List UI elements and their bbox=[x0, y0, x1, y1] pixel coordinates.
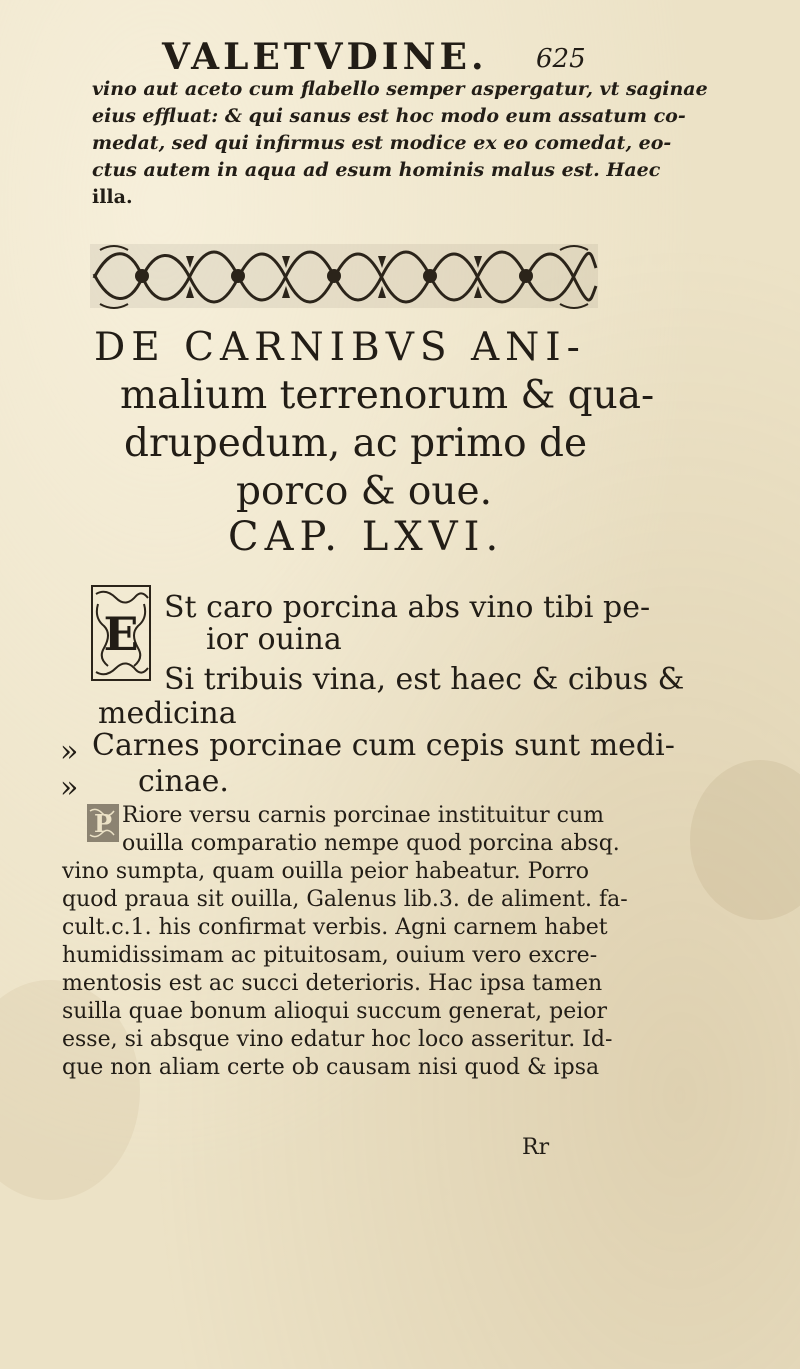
chapter-number: CAP. LXVI. bbox=[228, 514, 505, 560]
verse-line: Carnes porcinae cum cepis sunt medi- bbox=[92, 728, 675, 763]
text-line: suilla quae bonum alioqui succum generat, peior bbox=[62, 999, 608, 1024]
verse-line: Si tribuis vina, est haec & cibus & bbox=[164, 662, 685, 697]
quote-mark: » bbox=[60, 734, 79, 769]
text-line: que non aliam certe ob causam nisi quod & ipsa bbox=[62, 1055, 600, 1080]
text-line: ctus autem in aqua ad esum hominis malus est. Haec bbox=[92, 159, 661, 181]
heading-line: porco & oue. bbox=[236, 469, 492, 514]
chapter-heading bbox=[94, 324, 655, 516]
signature-mark: Rr bbox=[522, 1135, 550, 1160]
heading-line: drupedum, ac primo de bbox=[124, 421, 588, 466]
quote-mark: » bbox=[60, 770, 79, 805]
text-line: Riore versu carnis porcinae instituitur cum bbox=[122, 803, 605, 828]
page-number: 625 bbox=[536, 44, 586, 74]
text-line: vino sumpta, quam ouilla peior habeatur. Porro bbox=[62, 859, 590, 884]
decorative-headpiece bbox=[90, 238, 598, 314]
verse-line: ior ouina bbox=[206, 622, 342, 657]
initial-letter: E bbox=[103, 607, 139, 661]
text-line: medat, sed qui infirmus est modice ex eo comedat, eo- bbox=[92, 132, 672, 154]
verse-line: St caro porcina abs vino tibi pe- bbox=[164, 590, 651, 625]
previous-chapter-ending bbox=[92, 76, 708, 211]
text-line: humidissimam ac pituitosam, ouium vero excre- bbox=[62, 943, 598, 968]
decorated-initial-e bbox=[90, 584, 152, 682]
verse-line: cinae. bbox=[138, 764, 229, 799]
text-line: vino aut aceto cum flabello semper aspergatur, vt saginae bbox=[92, 78, 708, 100]
text-line: cult.c.1. his confirmat verbis. Agni carnem habet bbox=[62, 915, 608, 940]
heading-line: DE CARNIBVS ANI- bbox=[94, 325, 586, 370]
text-line: illa. bbox=[92, 186, 133, 208]
running-title: VALETVDINE. bbox=[162, 36, 488, 78]
text-line: eius effluat: & qui sanus est hoc modo eum assatum co- bbox=[92, 105, 686, 127]
text-line: ouilla comparatio nempe quod porcina absq. bbox=[122, 831, 620, 856]
commentary-text bbox=[62, 802, 628, 1082]
heading-line: malium terrenorum & qua- bbox=[120, 373, 655, 418]
text-line: esse, si absque vino edatur hoc loco asseritur. Id- bbox=[62, 1027, 613, 1052]
initial-letter: P bbox=[93, 809, 113, 838]
text-line: quod praua sit ouilla, Galenus lib.3. de aliment. fa- bbox=[62, 887, 628, 912]
verse-line: medicina bbox=[98, 696, 237, 731]
text-line: mentosis est ac succi deterioris. Hac ipsa tamen bbox=[62, 971, 603, 996]
paper-stain bbox=[690, 760, 800, 920]
